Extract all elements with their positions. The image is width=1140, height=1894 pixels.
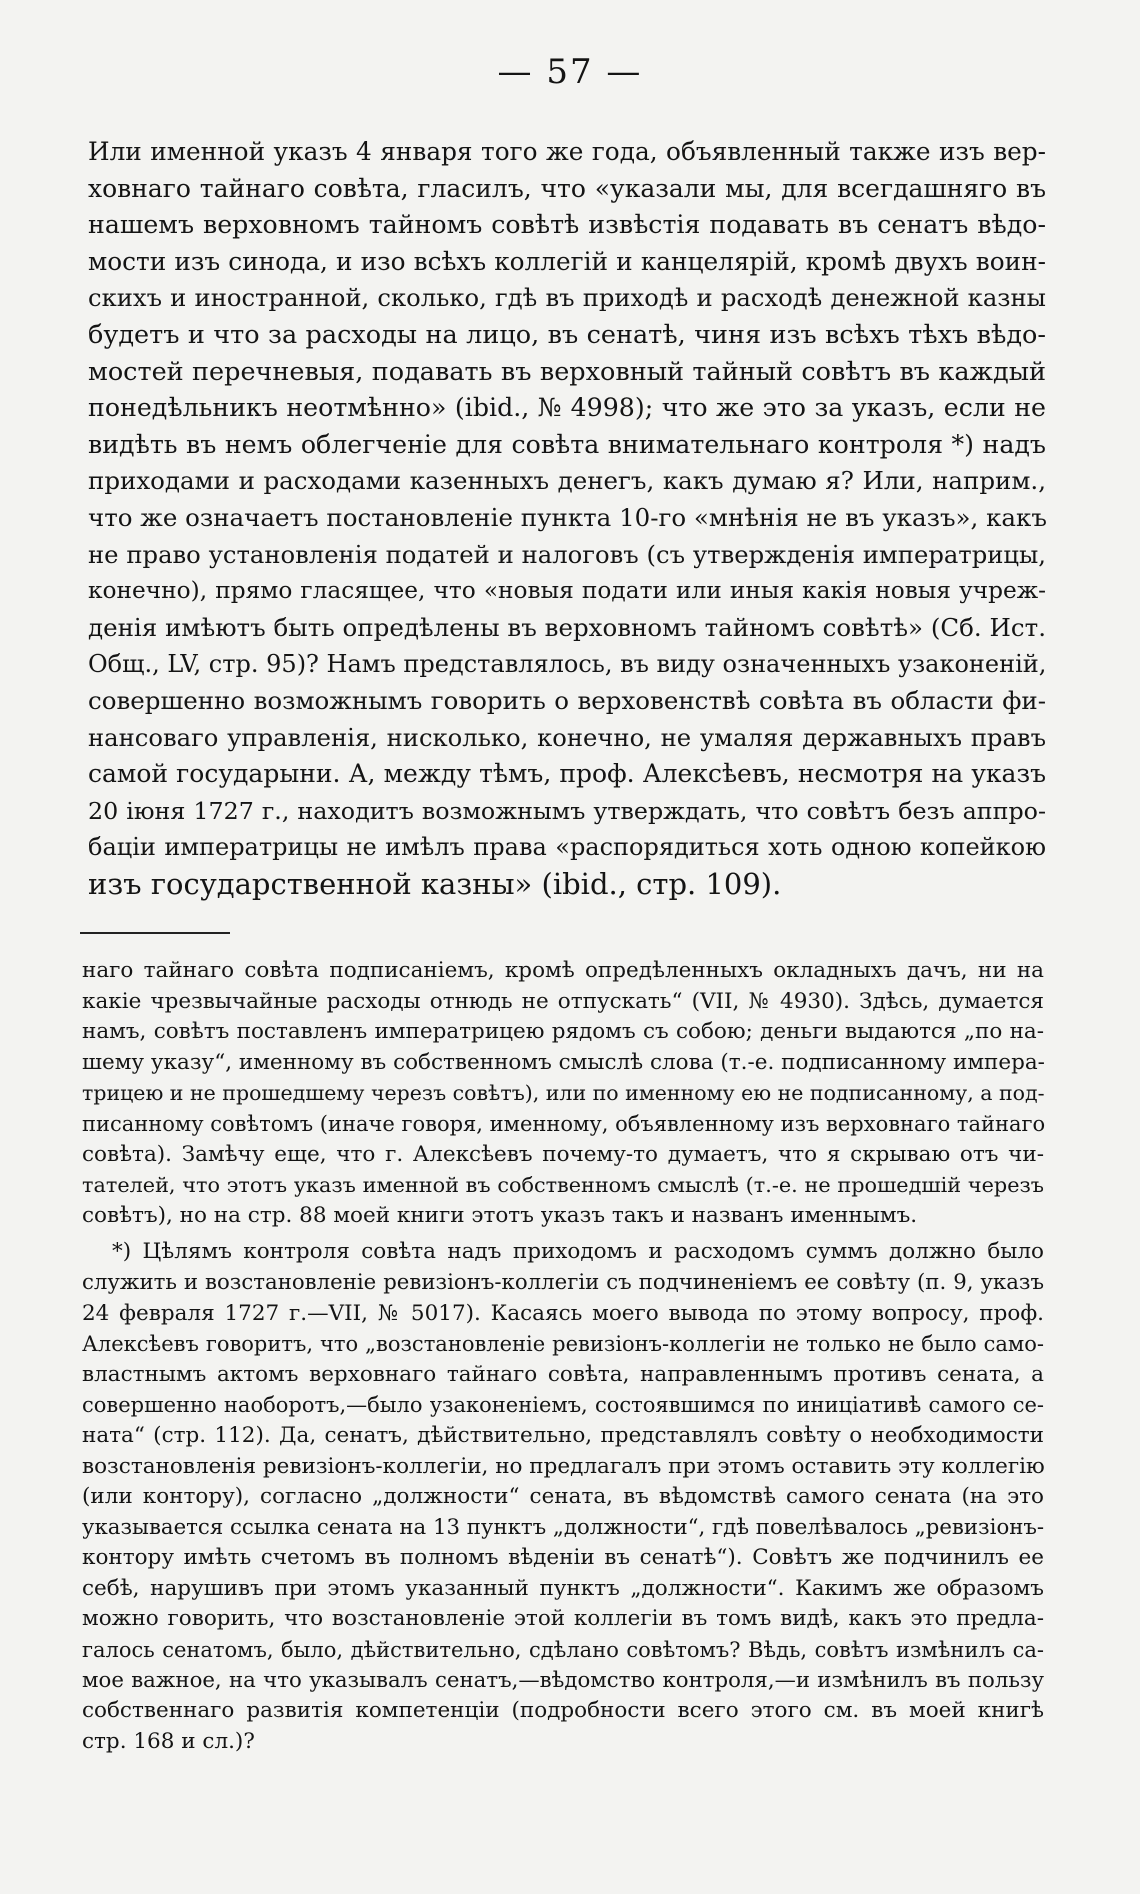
footnote-line: указывается ссылка сената на 13 пунктъ „должности“, гдѣ повелѣвалось „ревизіонъ-: [82, 1514, 1045, 1540]
footnote-line: какіе чрезвычайные расходы отнюдь не отпускать“ (VII, № 4930). Здѣсь, думается: [82, 988, 1044, 1014]
footnote-line: стр. 168 и сл.)?: [82, 1728, 255, 1754]
main-text-line: 20 іюня 1727 г., находитъ возможнымъ утверждать, что совѣтъ безъ аппро-: [88, 796, 1046, 825]
main-text-line: видѣть въ немъ облегченіе для совѣта внимательнаго контроля *) надъ: [88, 429, 1046, 459]
footnote-line: совѣтъ), но на стр. 88 моей книги этотъ указъ такъ и названъ именнымъ.: [82, 1202, 918, 1228]
footnote-line: наго тайнаго совѣта подписаніемъ, кромѣ опредѣленныхъ окладныхъ дачъ, ни на: [82, 958, 1044, 983]
main-text-line: денія имѣютъ быть опредѣлены въ верховномъ тайномъ совѣтѣ» (Сб. Ист.: [88, 612, 1046, 642]
footnote-line: себѣ, нарушивъ при этомъ указанный пунктъ „должности“. Какимъ же образомъ: [82, 1575, 1044, 1601]
footnote-line: контору имѣть счетомъ въ полномъ вѣденіи въ сенатѣ“). Совѣтъ же подчинилъ ее: [82, 1545, 1044, 1571]
main-text-line: ховнаго тайнаго совѣта, гласилъ, что «указали мы, для всегдашняго въ: [88, 173, 1046, 203]
main-text-line: Общ., LV, стр. 95)? Намъ представлялось, въ виду означенныхъ узаконеній,: [88, 650, 1047, 679]
footnote-line: ната“ (стр. 112). Да, сенатъ, дѣйствительно, представлялъ совѣту о необходимости: [82, 1422, 1044, 1448]
footnote-line: совѣта). Замѣчу еще, что г. Алексѣевъ почему-то думаетъ, что я скрываю отъ чи-: [82, 1141, 1044, 1167]
main-text-line: понедѣльникъ неотмѣнно» (ibid., № 4998); что же это за указъ, если не: [88, 393, 1046, 423]
footnote-line: собственнаго развитія компетенціи (подробности всего этого см. въ моей книгѣ: [82, 1698, 1044, 1724]
main-text-line: приходами и расходами казенныхъ денегъ, какъ думаю я? Или, наприм.,: [88, 466, 1046, 496]
footnote-line: (или контору), согласно „должности“ сената, въ вѣдомствѣ самого сената (на это: [82, 1484, 1044, 1510]
footnote-line: *) Цѣлямъ контроля совѣта надъ приходомъ и расходомъ суммъ должно было: [112, 1239, 1044, 1265]
page-number: — 57 —: [497, 52, 643, 92]
footnote-line: властнымъ актомъ верховнаго тайнаго совѣта, направленнымъ противъ сената, а: [82, 1361, 1044, 1387]
footnote-line: 24 февраля 1727 г.—VII, № 5017). Касаясь моего вывода по этому вопросу, проф.: [82, 1300, 1044, 1326]
footnote-line: писанному совѣтомъ (иначе говоря, именному, объявленному изъ верховнаго тайнаго: [82, 1111, 1046, 1136]
footnote-line: намъ, совѣтъ поставленъ императрицею рядомъ съ собою; деньги выдаются „по на-: [82, 1019, 1044, 1045]
main-text-line: что же означаетъ постановленіе пункта 10-го «мнѣнія не въ указъ», какъ: [88, 502, 1047, 532]
footnote-line: мое важное, на что указывалъ сенатъ,—вѣдомство контроля,—и измѣнилъ въ пользу: [82, 1667, 1044, 1693]
footnote-line: галось сенатомъ, было, дѣйствительно, сдѣлано совѣтомъ? Вѣдь, совѣтъ измѣнилъ са-: [82, 1638, 1044, 1663]
footnote-line: трицею и не прошедшему черезъ совѣтъ), или по именному ею не подписанному, а под-: [82, 1081, 1045, 1106]
footnote-line: тателей, что этотъ указъ именной въ собственномъ смыслѣ (т.-е. не прошедшій черезъ: [82, 1173, 1044, 1198]
main-text: [88, 134, 1046, 902]
main-text-line: будетъ и что за расходы на лицо, въ сенатѣ, чиня изъ всѣхъ тѣхъ вѣдо-: [88, 319, 1046, 350]
main-text-line: Или именной указъ 4 января того же года, объявленный также изъ вер-: [88, 137, 1046, 166]
main-text-line: совершенно возможнымъ говорить о верховенствѣ совѣта въ области фи-: [88, 685, 1046, 715]
main-text-line: конечно), прямо гласящее, что «новыя подати или иныя какія новыя учреж-: [88, 577, 1046, 605]
footnote-line: Алексѣевъ говоритъ, что „возстановленіе ревизіонъ-коллегіи не только не было само-: [82, 1332, 1044, 1357]
footnote-line: возстановленія ревизіонъ-коллегіи, но предлагалъ при этомъ оставить эту коллегію: [82, 1453, 1045, 1479]
footnote-line: можно говорить, что возстановленіе этой коллегіи въ томъ видѣ, какъ это предла-: [82, 1606, 1044, 1632]
footnote-line: служить и возстановленіе ревизіонъ-коллегіи съ подчиненіемъ ее совѣту (п. 9, указъ: [82, 1269, 1044, 1295]
main-text-line: не право установленія податей и налоговъ (съ утвержденія императрицы,: [88, 539, 1046, 569]
footnote-divider: [80, 932, 230, 934]
footnote-line: шему указу“, именному въ собственномъ смыслѣ слова (т.-е. подписанному импера-: [82, 1049, 1045, 1075]
main-text-line: нансоваго управленія, нисколько, конечно, не умаляя державныхъ правъ: [88, 722, 1046, 752]
footnotes: [82, 956, 1044, 1757]
main-text-line: самой государыни. А, между тѣмъ, проф. Алексѣевъ, несмотря на указъ: [88, 759, 1046, 789]
footnote-line: совершенно наоборотъ,—было узаконеніемъ, состоявшимся по иниціативѣ самого се-: [82, 1393, 1044, 1418]
main-text-line: мости изъ синода, и изо всѣхъ коллегій и канцелярій, кромѣ двухъ воин-: [88, 246, 1046, 276]
main-text-line: нашемъ верховномъ тайномъ совѣтѣ извѣстія подавать въ сенатъ вѣдо-: [88, 210, 1046, 240]
main-text-line: баціи императрицы не имѣлъ права «распорядиться хоть одною копейкою: [88, 833, 1046, 862]
main-text-line: изъ государственной казны» (ibid., стр. 109).: [88, 866, 782, 901]
main-text-line: мостей перечневыя, подавать въ верховный тайный совѣтъ въ каждый: [88, 356, 1046, 387]
main-text-line: скихъ и иностранной, сколько, гдѣ въ приходѣ и расходѣ денежной казны: [88, 283, 1046, 313]
